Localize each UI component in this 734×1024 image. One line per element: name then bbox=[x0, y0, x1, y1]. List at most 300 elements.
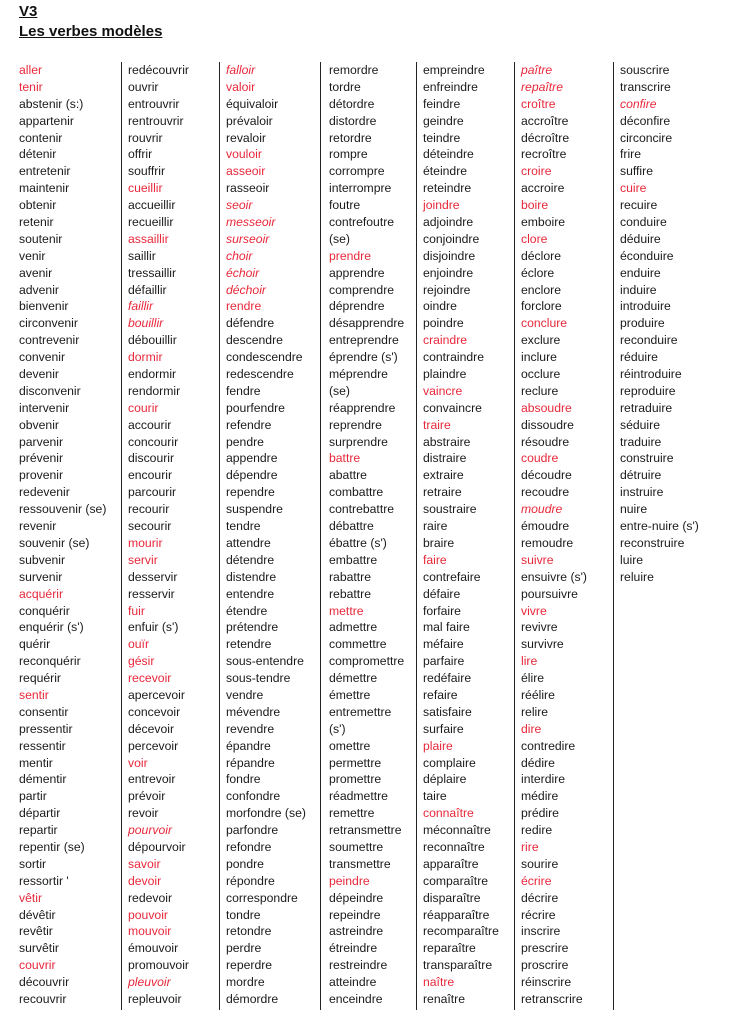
verb-item: exclure bbox=[521, 333, 561, 348]
model-verb: écrire bbox=[521, 873, 552, 888]
verb-item: prévenir bbox=[19, 451, 64, 466]
verb-item: surfaire bbox=[423, 721, 464, 736]
verb-item: déteindre bbox=[423, 147, 474, 162]
model-verb: pourvoir bbox=[128, 823, 173, 838]
verb-item: retendre bbox=[226, 637, 272, 652]
verb-item: convenir bbox=[19, 350, 66, 365]
verb-item: reteindre bbox=[423, 181, 472, 196]
verb-item: répandre bbox=[226, 755, 275, 770]
verb-item: circoncire bbox=[620, 130, 673, 145]
verb-item: étendre bbox=[226, 603, 268, 618]
verb-item: enduire bbox=[620, 265, 661, 280]
verb-item: taire bbox=[423, 789, 447, 804]
verb-item: embattre bbox=[329, 552, 378, 567]
verb-item: tordre bbox=[329, 79, 361, 94]
verb-item: retraire bbox=[423, 485, 462, 500]
verb-item: récrire bbox=[521, 907, 556, 922]
verb-item: dépendre bbox=[226, 468, 278, 483]
verb-item: conduire bbox=[620, 215, 667, 230]
verb-item: relire bbox=[521, 704, 549, 719]
model-verb: vivre bbox=[521, 603, 547, 618]
document-header bbox=[19, 2, 162, 42]
verb-item: luire bbox=[620, 552, 644, 567]
model-verb: vouloir bbox=[226, 147, 262, 162]
model-verb: voir bbox=[128, 755, 148, 770]
verb-item: (se) bbox=[329, 383, 350, 398]
verb-item: permettre bbox=[329, 755, 382, 770]
model-verb: absoudre bbox=[521, 400, 572, 415]
verb-item: contredire bbox=[521, 738, 576, 753]
verb-item: soustraire bbox=[423, 502, 477, 517]
verb-item: produire bbox=[620, 316, 665, 331]
verb-item: obtenir bbox=[19, 198, 57, 213]
verb-column-6 bbox=[521, 62, 587, 1008]
verb-item: rentrouvrir bbox=[128, 113, 184, 128]
verb-item: pendre bbox=[226, 434, 264, 449]
verb-item: survêtir bbox=[19, 941, 59, 956]
verb-item: extraire bbox=[423, 468, 464, 483]
model-verb: croire bbox=[521, 164, 552, 179]
verb-item: avenir bbox=[19, 265, 53, 280]
model-verb: gésir bbox=[128, 654, 155, 669]
verb-item: remettre bbox=[329, 806, 375, 821]
verb-item: décrire bbox=[521, 890, 559, 905]
verb-item: rendormir bbox=[128, 383, 181, 398]
verb-item: ouvrir bbox=[128, 79, 159, 94]
verb-item: redire bbox=[521, 823, 553, 838]
column-divider bbox=[613, 62, 614, 1010]
verb-item: fendre bbox=[226, 383, 261, 398]
verb-item: sortir bbox=[19, 856, 47, 871]
verb-item: induire bbox=[620, 282, 657, 297]
verb-item: requérir bbox=[19, 671, 61, 686]
verb-item: venir bbox=[19, 248, 46, 263]
verb-item: condescendre bbox=[226, 350, 303, 365]
verb-item: découdre bbox=[521, 468, 572, 483]
verb-item: revivre bbox=[521, 620, 558, 635]
verb-item: apercevoir bbox=[128, 687, 185, 702]
verb-item: apparaître bbox=[423, 856, 479, 871]
model-verb: suivre bbox=[521, 552, 554, 567]
verb-item: abattre bbox=[329, 468, 367, 483]
verb-item: accroître bbox=[521, 113, 569, 128]
verb-item: refendre bbox=[226, 417, 272, 432]
verb-item: emboire bbox=[521, 215, 566, 230]
verb-item: convaincre bbox=[423, 400, 482, 415]
model-verb: seoir bbox=[226, 198, 253, 213]
verb-item: souvenir (se) bbox=[19, 535, 90, 550]
model-verb: craindre bbox=[423, 333, 468, 348]
verb-item: éprendre (s') bbox=[329, 350, 398, 365]
verb-item: nuire bbox=[620, 502, 648, 517]
model-verb: mourir bbox=[128, 535, 163, 550]
verb-item: retranscrire bbox=[521, 991, 583, 1006]
verb-item: retenir bbox=[19, 215, 54, 230]
verb-item: percevoir bbox=[128, 738, 179, 753]
model-verb: coudre bbox=[521, 451, 559, 466]
verb-item: disjoindre bbox=[423, 248, 476, 263]
verb-item: tressaillir bbox=[128, 265, 177, 280]
verb-item: (s') bbox=[329, 721, 346, 736]
model-verb: rendre bbox=[226, 299, 262, 314]
verb-item: maintenir bbox=[19, 181, 70, 196]
model-verb: surseoir bbox=[226, 231, 270, 246]
verb-item: conjoindre bbox=[423, 231, 480, 246]
verb-item: dépeindre bbox=[329, 890, 384, 905]
verb-item: ressortir ' bbox=[19, 873, 69, 888]
verb-item: redevenir bbox=[19, 485, 70, 500]
verb-item: braire bbox=[423, 535, 455, 550]
verb-column-1 bbox=[19, 62, 106, 1008]
verb-item: attendre bbox=[226, 535, 271, 550]
model-verb: échoir bbox=[226, 265, 260, 280]
model-verb: boire bbox=[521, 198, 549, 213]
model-verb: déchoir bbox=[226, 282, 266, 297]
model-verb: lire bbox=[521, 654, 538, 669]
verb-item: émettre bbox=[329, 687, 371, 702]
verb-item: détruire bbox=[620, 468, 662, 483]
verb-item: plaindre bbox=[423, 367, 467, 382]
verb-item: correspondre bbox=[226, 890, 298, 905]
verb-item: contrefoutre bbox=[329, 215, 395, 230]
verb-item: atteindre bbox=[329, 975, 377, 990]
verb-item: enjoindre bbox=[423, 265, 474, 280]
model-verb: falloir bbox=[226, 63, 256, 77]
verb-item: souscrire bbox=[620, 63, 670, 77]
verb-item: bienvenir bbox=[19, 299, 69, 314]
verb-item: défaillir bbox=[128, 282, 167, 297]
verb-item: comparaître bbox=[423, 873, 489, 888]
verb-item: traduire bbox=[620, 434, 662, 449]
verb-item: inscrire bbox=[521, 924, 561, 939]
model-verb: croître bbox=[521, 96, 556, 111]
verb-item: soutenir bbox=[19, 231, 63, 246]
verb-item: recoudre bbox=[521, 485, 570, 500]
model-verb: naître bbox=[423, 975, 455, 990]
verb-item: subvenir bbox=[19, 552, 66, 567]
verb-item: prévoir bbox=[128, 789, 166, 804]
verb-item: adjoindre bbox=[423, 215, 474, 230]
verb-item: reprendre bbox=[329, 417, 382, 432]
verb-item: recouvrir bbox=[19, 991, 67, 1006]
model-verb: choir bbox=[226, 248, 253, 263]
verb-item: entre-nuire (s') bbox=[620, 519, 699, 534]
model-verb: savoir bbox=[128, 856, 161, 871]
verb-item: prescrire bbox=[521, 941, 569, 956]
verb-item: contrebattre bbox=[329, 502, 395, 517]
verb-item: circonvenir bbox=[19, 316, 78, 331]
verb-item: frire bbox=[620, 147, 641, 162]
verb-item: suffire bbox=[620, 164, 653, 179]
verb-item: méfaire bbox=[423, 637, 464, 652]
verb-item: descendre bbox=[226, 333, 283, 348]
model-verb: asseoir bbox=[226, 164, 266, 179]
verb-item: entretenir bbox=[19, 164, 71, 179]
verb-item: reconquérir bbox=[19, 654, 81, 669]
model-verb: faire bbox=[423, 552, 447, 567]
verb-item: reluire bbox=[620, 569, 654, 584]
verb-item: résoudre bbox=[521, 434, 570, 449]
verb-item: introduire bbox=[620, 299, 671, 314]
verb-item: abstraire bbox=[423, 434, 471, 449]
verb-item: occlure bbox=[521, 367, 561, 382]
verb-item: méprendre bbox=[329, 367, 388, 382]
verb-item: promettre bbox=[329, 772, 382, 787]
verb-item: souffrir bbox=[128, 164, 166, 179]
verb-item: rejoindre bbox=[423, 282, 471, 297]
verb-item: retransmettre bbox=[329, 823, 402, 838]
verb-item: défaire bbox=[423, 586, 461, 601]
model-verb: courir bbox=[128, 400, 159, 415]
verb-item: détenir bbox=[19, 147, 57, 162]
verb-column-2 bbox=[128, 62, 189, 1008]
verb-item: parfaire bbox=[423, 654, 465, 669]
page-title: Les verbes modèles bbox=[19, 23, 163, 40]
verb-item: mordre bbox=[226, 975, 265, 990]
verb-item: détordre bbox=[329, 96, 375, 111]
model-verb: confire bbox=[620, 96, 657, 111]
column-divider bbox=[416, 62, 417, 1010]
verb-item: transmettre bbox=[329, 856, 391, 871]
verb-item: contraindre bbox=[423, 350, 484, 365]
verb-item: tendre bbox=[226, 519, 261, 534]
verb-item: disconvenir bbox=[19, 383, 81, 398]
verb-item: pourfendre bbox=[226, 400, 285, 415]
verb-item: répondre bbox=[226, 873, 275, 888]
verb-column-7 bbox=[620, 62, 699, 586]
verb-item: omettre bbox=[329, 738, 371, 753]
verb-item: corrompre bbox=[329, 164, 385, 179]
verb-item: disparaître bbox=[423, 890, 481, 905]
verb-item: accourir bbox=[128, 417, 172, 432]
model-verb: connaître bbox=[423, 806, 474, 821]
model-verb: servir bbox=[128, 552, 158, 567]
model-verb: faillir bbox=[128, 299, 154, 314]
model-verb: rire bbox=[521, 839, 539, 854]
model-verb: recevoir bbox=[128, 671, 172, 686]
verb-item: astreindre bbox=[329, 924, 384, 939]
verb-item: (se) bbox=[329, 231, 350, 246]
verb-item: décevoir bbox=[128, 721, 175, 736]
verb-item: revoir bbox=[128, 806, 159, 821]
verb-item: sourire bbox=[521, 856, 559, 871]
verb-item: intervenir bbox=[19, 400, 70, 415]
verb-item: saillir bbox=[128, 248, 156, 263]
verb-item: reconduire bbox=[620, 333, 678, 348]
verb-item: enfreindre bbox=[423, 79, 478, 94]
model-verb: cuire bbox=[620, 181, 647, 196]
verb-item: reclure bbox=[521, 383, 559, 398]
verb-item: rasseoir bbox=[226, 181, 270, 196]
verb-item: devenir bbox=[19, 367, 59, 382]
model-verb: bouillir bbox=[128, 316, 164, 331]
verb-item: concevoir bbox=[128, 704, 181, 719]
verb-item: mal faire bbox=[423, 620, 470, 635]
model-verb: pleuvoir bbox=[128, 975, 171, 990]
verb-item: refondre bbox=[226, 839, 272, 854]
verb-item: décroître bbox=[521, 130, 570, 145]
model-verb: clore bbox=[521, 231, 548, 246]
verb-item: séduire bbox=[620, 417, 660, 432]
model-verb: devoir bbox=[128, 873, 162, 888]
model-verb: acquérir bbox=[19, 586, 64, 601]
verb-item: feindre bbox=[423, 96, 461, 111]
verb-item: forfaire bbox=[423, 603, 461, 618]
verb-item: épandre bbox=[226, 738, 271, 753]
verb-item: prétendre bbox=[226, 620, 279, 635]
verb-item: tondre bbox=[226, 907, 261, 922]
verb-item: déprendre bbox=[329, 299, 385, 314]
verb-item: déplaire bbox=[423, 772, 467, 787]
verb-item: interdire bbox=[521, 772, 566, 787]
verb-item: confondre bbox=[226, 789, 281, 804]
verb-item: poursuivre bbox=[521, 586, 578, 601]
model-verb: repaître bbox=[521, 79, 564, 94]
verb-item: éteindre bbox=[423, 164, 468, 179]
verb-item: entendre bbox=[226, 586, 275, 601]
verb-item: ressentir bbox=[19, 738, 66, 753]
model-verb: vêtir bbox=[19, 890, 43, 905]
model-verb: fuir bbox=[128, 603, 145, 618]
verb-item: réapprendre bbox=[329, 400, 396, 415]
verb-item: raire bbox=[423, 519, 448, 534]
model-verb: assaillir bbox=[128, 231, 169, 246]
verb-item: retordre bbox=[329, 130, 372, 145]
verb-item: ressouvenir (se) bbox=[19, 502, 107, 517]
verb-item: survenir bbox=[19, 569, 63, 584]
model-verb: couvrir bbox=[19, 958, 56, 973]
verb-item: remordre bbox=[329, 63, 379, 77]
verb-item: appendre bbox=[226, 451, 278, 466]
verb-item: entremettre bbox=[329, 704, 392, 719]
verb-column-4 bbox=[329, 62, 404, 1008]
model-verb: peindre bbox=[329, 873, 370, 888]
verb-item: enclore bbox=[521, 282, 561, 297]
verb-item: repleuvoir bbox=[128, 991, 182, 1006]
verb-item: renaître bbox=[423, 991, 466, 1006]
verb-item: réintroduire bbox=[620, 367, 682, 382]
verb-item: équivaloir bbox=[226, 96, 279, 111]
verb-column-5 bbox=[423, 62, 499, 1008]
verb-item: mévendre bbox=[226, 704, 281, 719]
verb-item: entrevoir bbox=[128, 772, 176, 787]
verb-item: mentir bbox=[19, 755, 53, 770]
verb-item: débattre bbox=[329, 519, 374, 534]
model-verb: plaire bbox=[423, 738, 453, 753]
verb-item: morfondre (se) bbox=[226, 806, 306, 821]
verb-item: recourir bbox=[128, 502, 170, 517]
model-verb: messeoir bbox=[226, 215, 276, 230]
verb-item: rouvrir bbox=[128, 130, 163, 145]
verb-item: admettre bbox=[329, 620, 378, 635]
verb-item: rabattre bbox=[329, 569, 372, 584]
verb-item: rependre bbox=[226, 485, 275, 500]
verb-item: parcourir bbox=[128, 485, 177, 500]
verb-item: inclure bbox=[521, 350, 557, 365]
model-verb: moudre bbox=[521, 502, 563, 517]
verb-item: dépourvoir bbox=[128, 839, 186, 854]
verb-item: abstenir (s:) bbox=[19, 96, 84, 111]
verb-item: réapparaître bbox=[423, 907, 490, 922]
column-divider bbox=[514, 62, 515, 1010]
verb-item: recueillir bbox=[128, 215, 174, 230]
verb-item: contenir bbox=[19, 130, 63, 145]
verb-item: repeindre bbox=[329, 907, 381, 922]
verb-item: resservir bbox=[128, 586, 175, 601]
verb-item: prédire bbox=[521, 806, 559, 821]
verb-item: prévaloir bbox=[226, 113, 273, 128]
verb-item: déconfire bbox=[620, 113, 671, 128]
verb-item: méconnaître bbox=[423, 823, 491, 838]
model-verb: joindre bbox=[423, 198, 460, 213]
verb-item: fondre bbox=[226, 772, 261, 787]
verb-item: forclore bbox=[521, 299, 562, 314]
verb-item: contrefaire bbox=[423, 569, 481, 584]
verb-item: contrevenir bbox=[19, 333, 80, 348]
verb-item: réinscrire bbox=[521, 975, 572, 990]
verb-item: émouvoir bbox=[128, 941, 179, 956]
verb-item: reproduire bbox=[620, 383, 676, 398]
verb-item: revendre bbox=[226, 721, 275, 736]
model-verb: pouvoir bbox=[128, 907, 168, 922]
verb-item: perdre bbox=[226, 941, 262, 956]
model-verb: battre bbox=[329, 451, 361, 466]
verb-item: débouillir bbox=[128, 333, 177, 348]
verb-item: foutre bbox=[329, 198, 361, 213]
section-code: V3 bbox=[19, 3, 38, 20]
verb-item: pondre bbox=[226, 856, 264, 871]
verb-item: encourir bbox=[128, 468, 173, 483]
verb-item: désapprendre bbox=[329, 316, 405, 331]
verb-item: reconnaître bbox=[423, 839, 485, 854]
verb-item: survivre bbox=[521, 637, 564, 652]
model-verb: valoir bbox=[226, 79, 256, 94]
verb-item: démettre bbox=[329, 671, 378, 686]
verb-column-3 bbox=[226, 62, 306, 1008]
verb-item: vendre bbox=[226, 687, 264, 702]
verb-item: conquérir bbox=[19, 603, 70, 618]
verb-item: médire bbox=[521, 789, 559, 804]
verb-item: remoudre bbox=[521, 535, 574, 550]
verb-item: commettre bbox=[329, 637, 387, 652]
verb-item: recroître bbox=[521, 147, 567, 162]
model-verb: dire bbox=[521, 721, 542, 736]
verb-item: parvenir bbox=[19, 434, 64, 449]
verb-item: revêtir bbox=[19, 924, 53, 939]
verb-item: départir bbox=[19, 806, 61, 821]
verb-item: discourir bbox=[128, 451, 175, 466]
verb-item: enquérir (s') bbox=[19, 620, 84, 635]
verb-item: parfondre bbox=[226, 823, 279, 838]
verb-item: revaloir bbox=[226, 130, 266, 145]
verb-item: démentir bbox=[19, 772, 67, 787]
verb-item: recuire bbox=[620, 198, 658, 213]
verb-item: redevoir bbox=[128, 890, 173, 905]
model-verb: dormir bbox=[128, 350, 163, 365]
verb-item: transcrire bbox=[620, 79, 671, 94]
verb-item: reperdre bbox=[226, 958, 273, 973]
verb-item: soumettre bbox=[329, 839, 384, 854]
verb-item: déduire bbox=[620, 231, 661, 246]
verb-item: teindre bbox=[423, 130, 461, 145]
model-verb: prendre bbox=[329, 248, 372, 263]
verb-item: combattre bbox=[329, 485, 384, 500]
verb-item: réadmettre bbox=[329, 789, 388, 804]
verb-item: recomparaître bbox=[423, 924, 499, 939]
model-verb: cueillir bbox=[128, 181, 163, 196]
verb-item: défendre bbox=[226, 316, 275, 331]
verb-item: quérir bbox=[19, 637, 51, 652]
